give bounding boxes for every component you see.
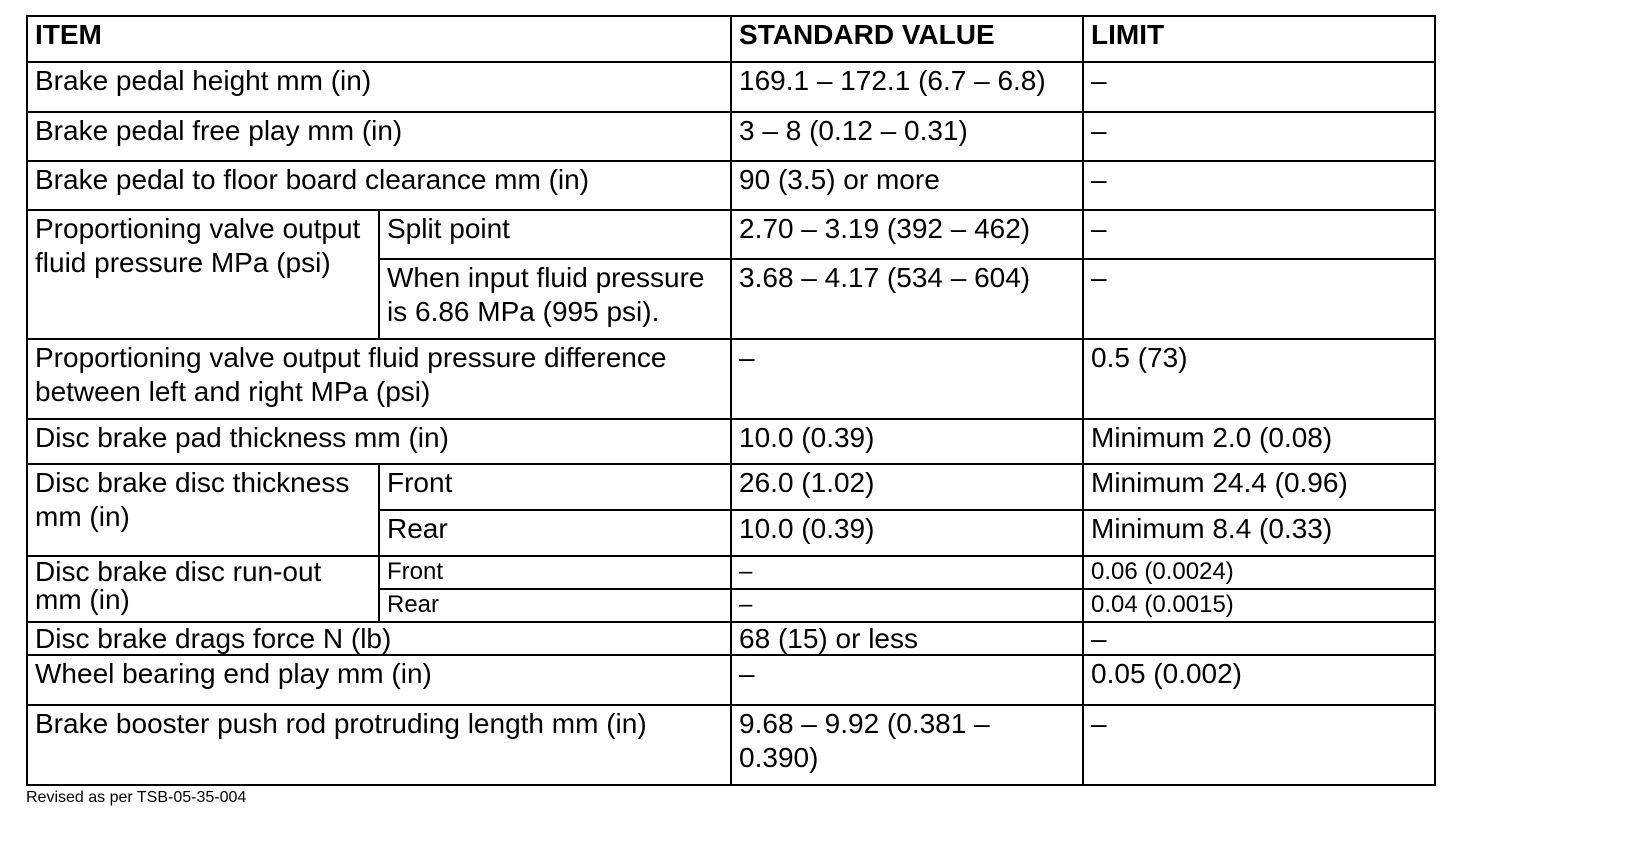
item-cell: Brake pedal height mm (in) [27, 62, 731, 112]
standard-value-cell: 3.68 – 4.17 (534 – 604) [731, 259, 1083, 339]
revision-footnote: Revised as per TSB-05-35-004 [26, 789, 247, 806]
table-row [27, 112, 1435, 161]
limit-cell: Minimum 2.0 (0.08) [1083, 419, 1435, 464]
standard-value-cell: 26.0 (1.02) [731, 464, 1083, 510]
standard-value-cell: – [731, 556, 1083, 589]
limit-cell: – [1083, 622, 1435, 655]
limit-cell: – [1083, 62, 1435, 112]
item-cell: Brake booster push rod protruding length mm (in) [27, 705, 731, 785]
table-row [27, 622, 1435, 655]
sub-item-cell: Rear [379, 510, 731, 556]
table-row [27, 161, 1435, 210]
item-cell: Wheel bearing end play mm (in) [27, 655, 731, 705]
limit-cell: 0.06 (0.0024) [1083, 556, 1435, 589]
sub-item-cell: Front [379, 556, 731, 589]
item-cell: Disc brake pad thickness mm (in) [27, 419, 731, 464]
limit-cell: 0.5 (73) [1083, 339, 1435, 419]
header-item: ITEM [27, 16, 731, 62]
limit-cell: – [1083, 161, 1435, 210]
table-row [27, 339, 1435, 419]
standard-value-cell: – [731, 655, 1083, 705]
item-cell: Proportioning valve output fluid pressure MPa (psi) [27, 210, 379, 339]
standard-value-cell: 68 (15) or less [731, 622, 1083, 655]
header-limit: LIMIT [1083, 16, 1435, 62]
sub-item-cell: Split point [379, 210, 731, 259]
item-cell: Disc brake disc thickness mm (in) [27, 464, 379, 556]
table-row [27, 419, 1435, 464]
limit-cell: 0.05 (0.002) [1083, 655, 1435, 705]
limit-cell: Minimum 8.4 (0.33) [1083, 510, 1435, 556]
standard-value-cell: 3 – 8 (0.12 – 0.31) [731, 112, 1083, 161]
standard-value-cell: 10.0 (0.39) [731, 419, 1083, 464]
item-cell: Brake pedal free play mm (in) [27, 112, 731, 161]
table-row [27, 62, 1435, 112]
standard-value-cell: 10.0 (0.39) [731, 510, 1083, 556]
standard-value-cell: – [731, 339, 1083, 419]
standard-value-cell: 90 (3.5) or more [731, 161, 1083, 210]
table-row [27, 556, 1435, 589]
header-standard-value: STANDARD VALUE [731, 16, 1083, 62]
brake-specifications-table [26, 15, 1436, 786]
limit-cell: – [1083, 259, 1435, 339]
limit-cell: – [1083, 210, 1435, 259]
table-row [27, 655, 1435, 705]
item-cell: Disc brake drags force N (lb) [27, 622, 731, 655]
sub-item-cell: Front [379, 464, 731, 510]
item-cell: Disc brake disc run-out mm (in) [27, 556, 379, 622]
standard-value-cell: 169.1 – 172.1 (6.7 – 6.8) [731, 62, 1083, 112]
standard-value-cell: 2.70 – 3.19 (392 – 462) [731, 210, 1083, 259]
standard-value-cell: 9.68 – 9.92 (0.381 – 0.390) [731, 705, 1083, 785]
limit-cell: 0.04 (0.0015) [1083, 589, 1435, 622]
standard-value-cell: – [731, 589, 1083, 622]
item-cell: Brake pedal to floor board clearance mm (in) [27, 161, 731, 210]
table-row [27, 464, 1435, 510]
header-row [27, 16, 1435, 62]
table-row [27, 705, 1435, 785]
table-row [27, 210, 1435, 259]
limit-cell: – [1083, 112, 1435, 161]
sub-item-cell: Rear [379, 589, 731, 622]
limit-cell: Minimum 24.4 (0.96) [1083, 464, 1435, 510]
sub-item-cell: When input fluid pressure is 6.86 MPa (995 psi). [379, 259, 731, 339]
limit-cell: – [1083, 705, 1435, 785]
item-cell: Proportioning valve output fluid pressure difference between left and right MPa (psi) [27, 339, 731, 419]
